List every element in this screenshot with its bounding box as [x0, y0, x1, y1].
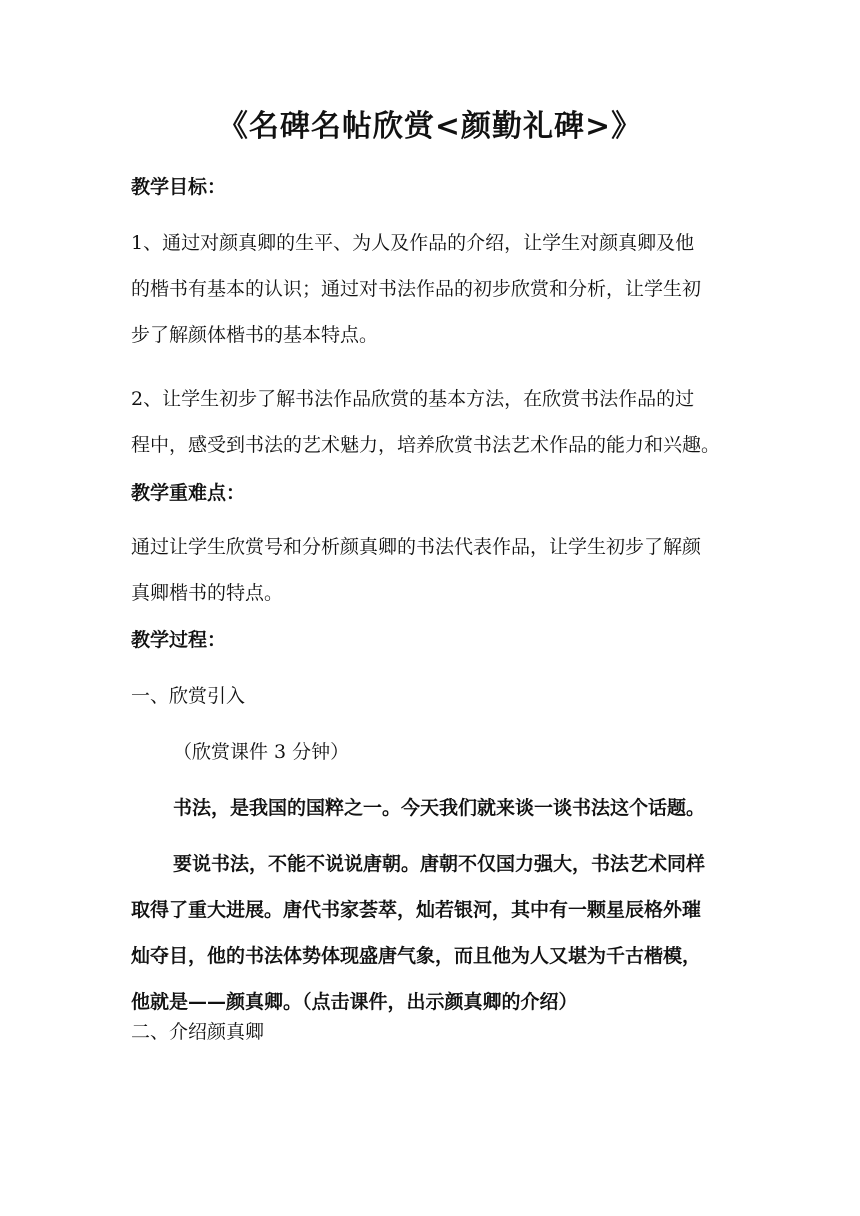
paragraph-1: 书法，是我国的国粹之一。今天我们就来谈一谈书法这个话题。	[173, 797, 706, 819]
section-1-note: （欣赏课件 3 分钟）	[173, 741, 350, 763]
paragraph-2-line: 取得了重大进展。唐代书家荟萃，灿若银河，其中有一颗星辰格外璀	[131, 899, 702, 921]
paragraph-2	[131, 841, 731, 1025]
paragraph-2-line: 他就是——颜真卿。（点击课件，出示颜真卿的介绍）	[131, 991, 578, 1013]
keypoints-line: 通过让学生欣赏号和分析颜真卿的书法代表作品，让学生初步了解颜	[131, 536, 702, 558]
paragraph-2-line: 灿夺目，他的书法体势体现盛唐气象，而且他为人又堪为千古楷模，	[131, 945, 702, 967]
document-title: 《名碑名帖欣赏<颜勤礼碑>》	[217, 109, 643, 144]
objective-1-line: 步了解颜体楷书的基本特点。	[131, 324, 379, 346]
objective-2	[131, 376, 731, 468]
section-2-title: 二、介绍颜真卿	[131, 1021, 265, 1043]
objective-1-line: 的楷书有基本的认识；通过对书法作品的初步欣赏和分析，让学生初	[131, 278, 702, 300]
keypoints-text	[131, 524, 731, 616]
objective-2-line: 程中，感受到书法的艺术魅力，培养欣赏书法艺术作品的能力和兴趣。	[131, 434, 721, 456]
keypoints-line: 真卿楷书的特点。	[131, 582, 284, 604]
section-1-title: 一、欣赏引入	[131, 685, 246, 707]
objective-1-line: 1、通过对颜真卿的生平、为人及作品的介绍，让学生对颜真卿及他	[131, 232, 695, 254]
paragraph-2-line: 要说书法，不能不说说唐朝。唐朝不仅国力强大，书法艺术同样	[173, 853, 706, 875]
objective-2-line: 2、让学生初步了解书法作品欣赏的基本方法，在欣赏书法作品的过	[131, 388, 695, 410]
keypoints-heading: 教学重难点：	[131, 482, 246, 504]
objective-1	[131, 220, 731, 358]
process-heading: 教学过程：	[131, 629, 227, 651]
objectives-heading: 教学目标：	[131, 176, 227, 198]
